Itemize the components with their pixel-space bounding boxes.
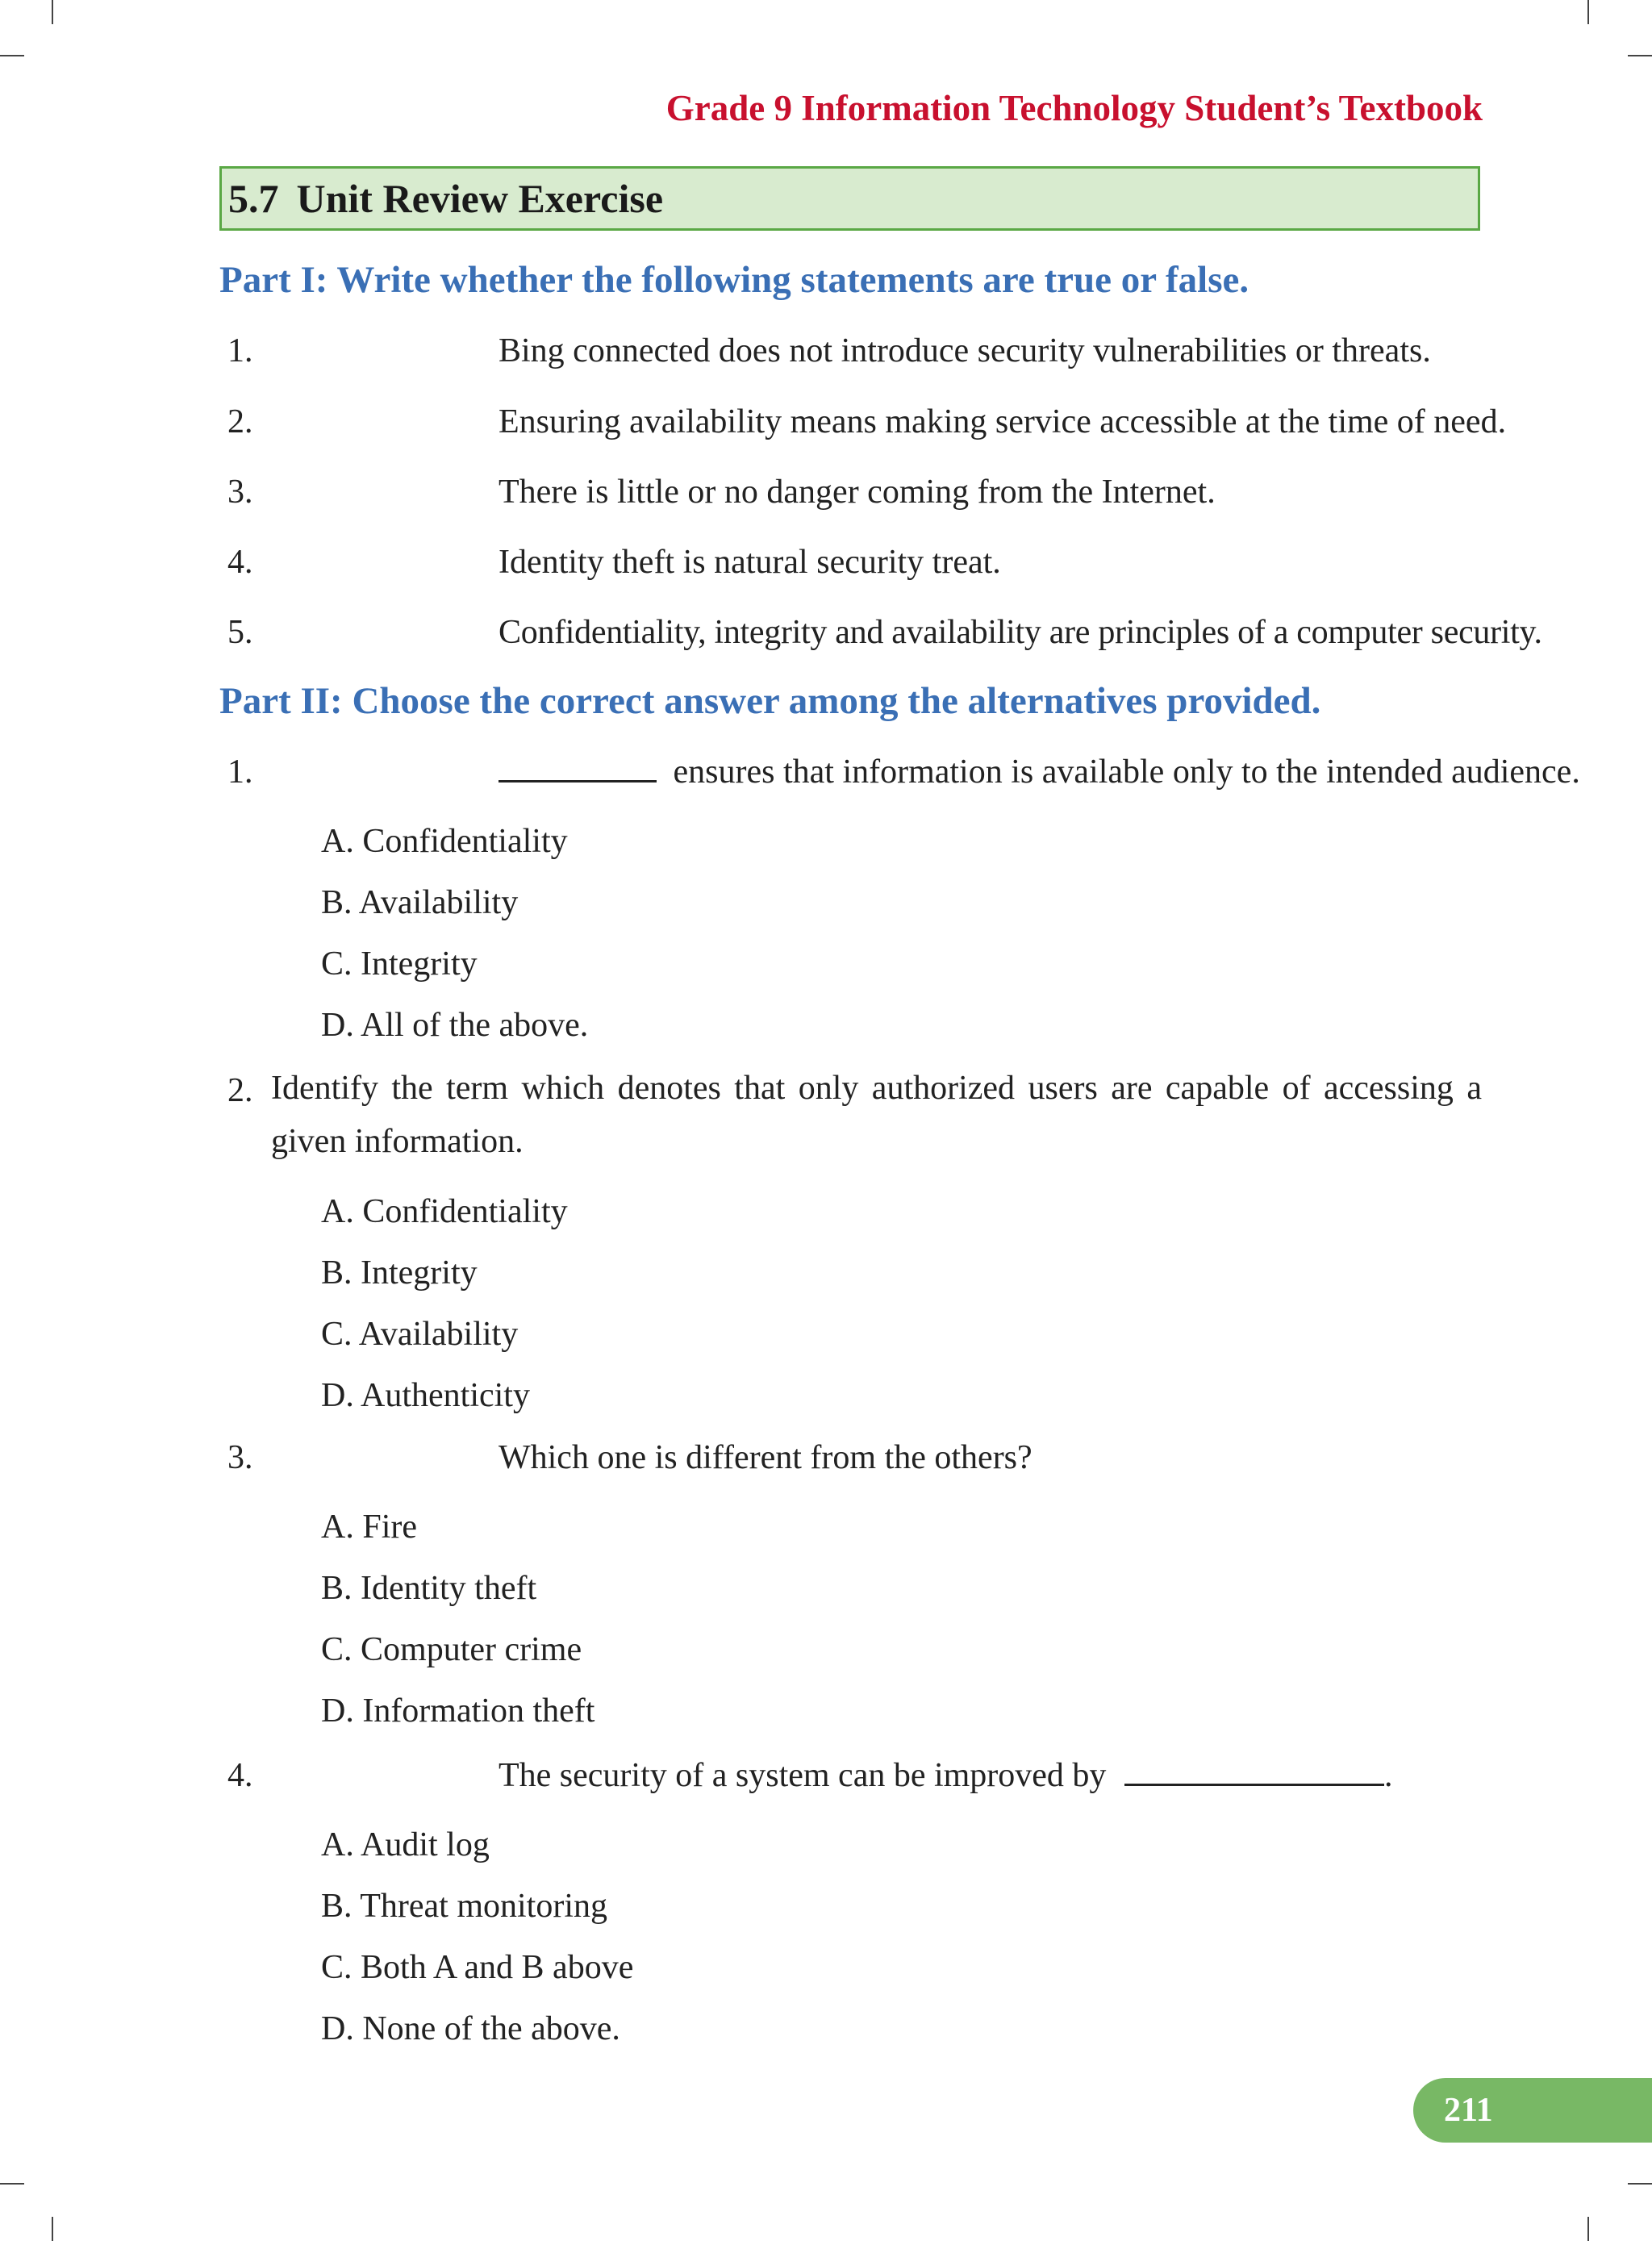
option-item: A. Audit log: [321, 1826, 490, 1863]
option-item: D. Authenticity: [321, 1377, 530, 1414]
question-text: ensures that information is available only to the intended audience.: [673, 753, 1580, 791]
option-item: B. Threat monitoring: [321, 1888, 608, 1925]
crop-mark: [52, 2217, 53, 2241]
question-item: [227, 1439, 1032, 1476]
option-item: A. Confidentiality: [321, 1193, 568, 1230]
question-text: The security of a system can be improved by: [499, 1757, 1107, 1794]
option-item: B. Availability: [321, 884, 519, 921]
crop-mark: [1628, 55, 1652, 56]
option-item: D. Information theft: [321, 1692, 595, 1730]
question-number: 3.: [227, 1439, 253, 1476]
answer-blank: [499, 772, 657, 782]
page-number-tab: [1413, 2078, 1652, 2143]
crop-mark: [0, 2183, 24, 2185]
statement-number: 1.: [227, 332, 253, 369]
statement-text: Confidentiality, integrity and availability are principles of a computer security.: [499, 614, 1542, 651]
crop-mark: [1628, 2183, 1652, 2185]
question-body: [499, 1759, 1392, 1792]
question-text: Identify the term which denotes that only authorized users are capable of accessing a given information.: [271, 1070, 1482, 1160]
option-item: A. Fire: [321, 1509, 417, 1546]
question-number: 4.: [227, 1757, 253, 1794]
unit-number: 5.7: [228, 176, 279, 221]
crop-mark: [0, 55, 24, 56]
statement-item: [227, 544, 1001, 581]
option-item: D. All of the above.: [321, 1007, 589, 1044]
statement-text: Bing connected does not introduce security vulnerabilities or threats.: [499, 332, 1431, 369]
part2-heading: Part II: Choose the correct answer among the alternatives provided.: [219, 680, 1321, 722]
statement-number: 2.: [227, 403, 253, 440]
option-item: B. Identity theft: [321, 1570, 537, 1607]
option-item: A. Confidentiality: [321, 823, 568, 860]
statement-item: [227, 332, 1431, 369]
statement-number: 4.: [227, 544, 253, 581]
answer-blank: [1124, 1776, 1384, 1786]
crop-mark: [52, 0, 53, 24]
statement-number: 5.: [227, 614, 253, 651]
question-suffix: .: [1383, 1757, 1393, 1794]
statement-text: Identity theft is natural security treat.: [499, 544, 1001, 581]
question-body: [499, 755, 1580, 789]
option-item: C. Integrity: [321, 945, 478, 983]
statement-item: [227, 614, 1542, 651]
question-text: Which one is different from the others?: [499, 1439, 1032, 1476]
statement-item: [227, 474, 1216, 511]
crop-mark: [1587, 2217, 1589, 2241]
question-item: [227, 1757, 1393, 1794]
unit-title: Unit Review Exercise: [296, 176, 664, 221]
part1-heading: Part I: Write whether the following statements are true or false.: [219, 259, 1249, 301]
question-number: 2.: [227, 1072, 253, 1109]
question-item: [227, 1062, 1482, 1168]
option-item: C. Computer crime: [321, 1631, 582, 1668]
unit-title-box: [219, 166, 1480, 231]
statement-text: Ensuring availability means making service accessible at the time of need.: [499, 403, 1507, 440]
option-item: B. Integrity: [321, 1254, 478, 1292]
crop-mark: [1587, 0, 1589, 24]
statement-item: [227, 403, 1507, 440]
statement-number: 3.: [227, 474, 253, 511]
statement-text: There is little or no danger coming from the Internet.: [499, 474, 1216, 511]
option-item: D. None of the above.: [321, 2010, 620, 2047]
question-item: [227, 753, 1580, 791]
option-item: C. Availability: [321, 1316, 519, 1353]
option-item: C. Both A and B above: [321, 1949, 634, 1986]
question-number: 1.: [227, 753, 253, 791]
book-title: Grade 9 Information Technology Student’s Textbook: [665, 88, 1483, 128]
page-number: 211: [1444, 2092, 1493, 2129]
